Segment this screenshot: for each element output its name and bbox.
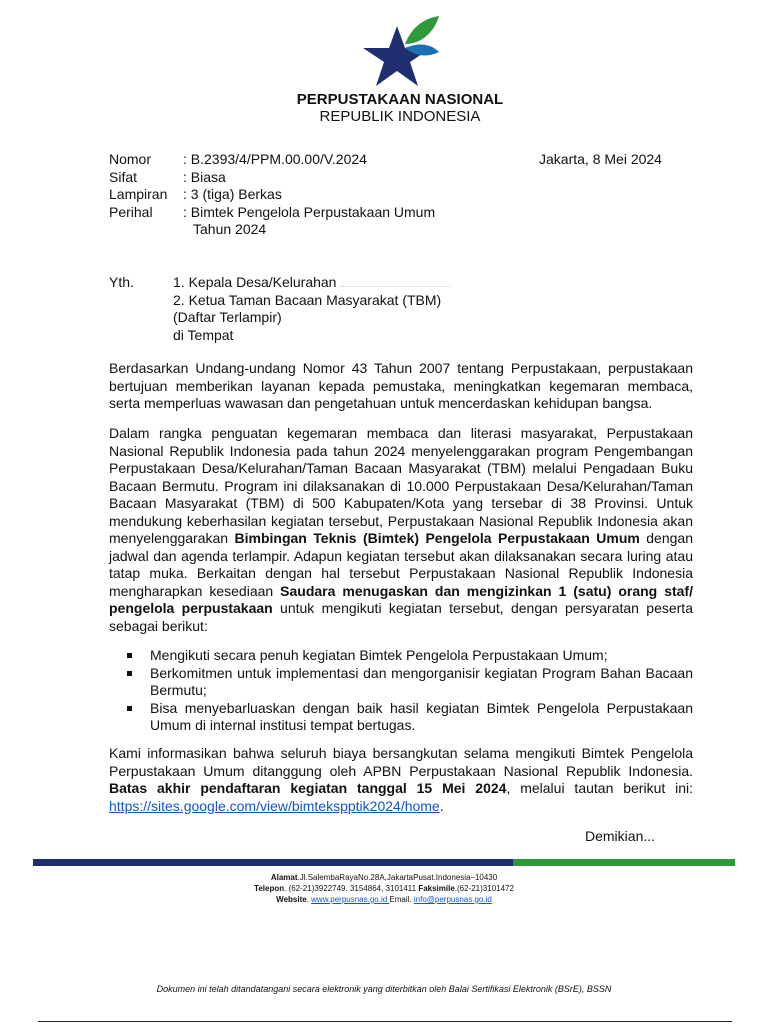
recipient-line-4: di Tempat xyxy=(173,326,234,343)
footer-divider-green xyxy=(513,859,735,866)
org-subname: REPUBLIK INDONESIA xyxy=(319,108,481,125)
bullet-icon xyxy=(127,671,132,676)
p2-text-a: Dalam rangka penguatan kegemaran membaca dan literasi masyarakat, Perpustakaan Nasional Republik Indonesia pada tahun 2024 menyelenggarakan program Pengembangan Perpustakaan Desa/Kelurahan/Taman Bacaan Masyarakat (TBM) melalui Pengadaan Buku Bacaan Bermutu. Program ini dilaksanakan di 10.000 Perpustakaan Desa/Kelurahan/Taman Bacaan Masyarakat (TBM) di 500 Kabupaten/Kota yang tersebar di 38 Provinsi. Untuk mendukung keberhasilan kegiatan tersebut, Perpustakaan Nasional Republik Indonesia akan menyelenggarakan xyxy=(109,425,693,546)
footer-address-value: .Jl.SalembaRayaNo.28A,JakartaPusat.Indonesia–10430 xyxy=(297,873,498,882)
recipient-line-1-unit: Desa/Kelurahan xyxy=(236,274,337,290)
meta-label: Nomor xyxy=(109,151,152,167)
esign-note: Dokumen ini telah ditandatangani secara elektronik yang diterbitkan oleh Balai Sertifikasi Elektronik (BSrE), BSSN xyxy=(156,984,612,994)
footer-email-link[interactable]: info@perpusnas.go.id xyxy=(413,895,492,904)
list-item xyxy=(109,700,693,735)
footer-web-label: Website xyxy=(276,895,307,904)
footer-phone-label: Telepon xyxy=(254,884,285,893)
list-item xyxy=(109,665,693,700)
meta-value: : 3 (tiga) Berkas xyxy=(183,186,282,202)
meta-nomor xyxy=(109,151,435,169)
paragraph-1: Berdasarkan Undang-undang Nomor 43 Tahun 2007 tentang Perpustakaan, perpustakaan bertujuan memberikan layanan kepada pemustaka, meningkatkan kegemaran membaca, serta memperluas wawasan dan pengetahuan untuk mencerdaskan kehidupan bangsa. xyxy=(109,360,693,411)
footer-phone-value: . (62-21)3922749. 3154864, 3101411 xyxy=(284,884,419,893)
paragraph-2 xyxy=(109,425,693,635)
paragraph-3 xyxy=(109,745,693,815)
meta-value: : B.2393/4/PPM.00.00/V.2024 xyxy=(183,151,367,167)
logo-leaf-green xyxy=(405,16,439,44)
p2-text-c: dengan jadwal dan agenda terlampir. Adapun kegiatan tersebut akan dilaksanakan secara luring atau tatap muka. Berkaitan dengan hal tersebut Perpustakaan Nasional Republik Indonesia mengharapkan kesediaan xyxy=(109,530,693,599)
recipient-block xyxy=(109,274,442,343)
footer-fax-value: .(62-21)3101472 xyxy=(454,884,514,893)
footer-website-link[interactable]: www.perpusnas.go.id xyxy=(311,895,390,904)
recipient-line-3: (Daftar Terlampir) xyxy=(173,309,282,325)
p3-end: . xyxy=(439,797,444,814)
meta-perihal xyxy=(109,204,435,222)
p2-text-e: untuk mengikuti kegiatan tersebut, dengan persyaratan peserta sebagai berikut: xyxy=(109,600,693,634)
meta-value: : Bimtek Pengelola Perpustakaan Umum xyxy=(183,203,436,220)
meta-value: : Biasa xyxy=(183,168,226,185)
perpusnas-logo xyxy=(361,14,441,90)
bullet-icon xyxy=(127,706,132,711)
meta-label: Perihal xyxy=(109,203,153,220)
footer-web-sep: . xyxy=(306,895,312,904)
p3-text-c: , melalui tautan berikut ini: xyxy=(506,780,694,796)
recipient-line-2: 2. Ketua Taman Bacaan Masyarakat (TBM) xyxy=(173,291,442,308)
closing-text: Demikian... xyxy=(585,828,656,844)
recipient-line-1 xyxy=(173,274,450,292)
p3-bold-deadline: Batas akhir pendaftaran kegiatan tanggal 15 Mei 2024 xyxy=(109,780,507,796)
recipient-line-1-text: 1. Kepala xyxy=(173,274,233,290)
registration-link[interactable]: https://sites.google.com/view/bimtekspptik2024/home xyxy=(109,797,440,814)
meta-label: Sifat xyxy=(109,168,138,185)
meta-perihal-continued: Tahun 2024 xyxy=(193,221,267,237)
p2-bold-bimtek: Bimbingan Teknis (Bimtek) Pengelola Perpustakaan Umum xyxy=(234,530,640,546)
list-item-text: Bisa menyebarluaskan dengan baik hasil kegiatan Bimtek Pengelola Perpustakaan Umum di internal institusi tempat bertugas. xyxy=(150,699,693,733)
footer-email-label: Email. xyxy=(389,895,414,904)
footer-address xyxy=(0,872,768,883)
recipient-label: Yth. xyxy=(109,274,134,290)
p2-bold-request: Saudara menugaskan dan mengizinkan 1 (satu) orang staf/ pengelola perpustakaan xyxy=(109,582,693,616)
list-item-text: Mengikuti secara penuh kegiatan Bimtek Pengelola Perpustakaan Umum; xyxy=(150,647,608,663)
list-item xyxy=(109,647,693,665)
meta-label: Lampiran xyxy=(109,186,168,202)
footer-phone xyxy=(0,883,768,894)
meta-lampiran xyxy=(109,186,435,204)
footer-address-label: Alamat xyxy=(270,873,298,882)
letter-date: Jakarta, 8 Mei 2024 xyxy=(539,151,662,167)
letter-meta xyxy=(109,151,435,239)
footer-web xyxy=(0,894,768,905)
list-item-text: Berkomitmen untuk implementasi dan mengorganisir kegiatan Program Bahan Bacaan Bermutu; xyxy=(150,664,693,698)
bullet-icon xyxy=(127,653,132,658)
meta-sifat xyxy=(109,169,435,187)
requirements-list xyxy=(109,647,693,735)
bottom-rule xyxy=(38,1021,732,1022)
recipient-redacted xyxy=(340,286,450,287)
recipient-lines xyxy=(173,274,450,344)
footer-divider-navy xyxy=(33,859,513,866)
org-name: PERPUSTAKAAN NASIONAL xyxy=(296,91,504,108)
footer-divider xyxy=(33,859,735,866)
footer-fax-label: Faksimile xyxy=(418,884,455,893)
p3-text-a: Kami informasikan bahwa seluruh biaya bersangkutan selama mengikuti Bimtek Pengelola Perpustakaan Umum ditanggung oleh APBN Perpustakaan Nasional Republik Indonesia. xyxy=(109,745,693,779)
